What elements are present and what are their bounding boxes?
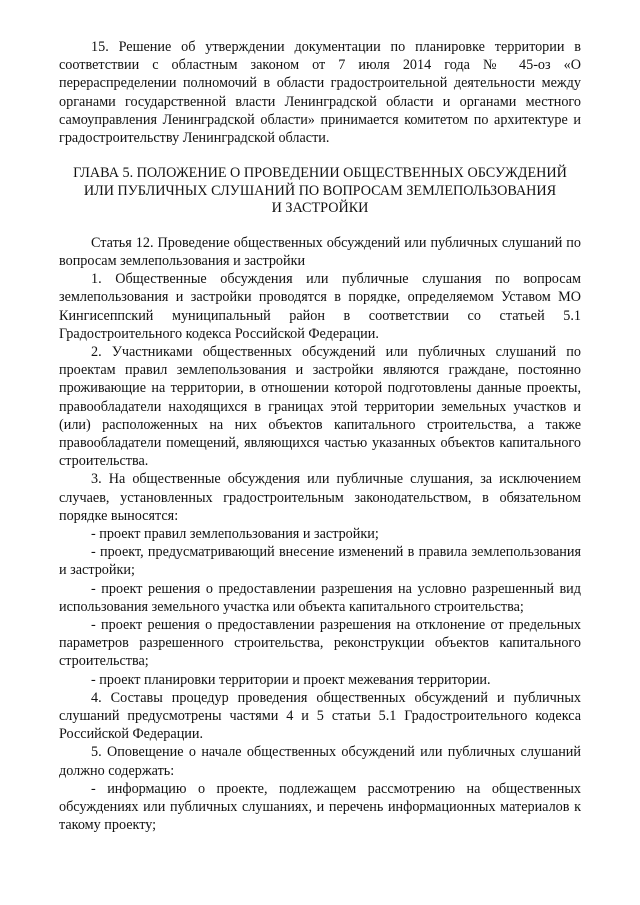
paragraph-15: 15. Решение об утверждении документации по планировке территории в соответствии с областным законом от 7 июля 2014 года № 45-оз «О перераспределении полномочий в области градостроительной деятельности между органами государственной власти Ленинградской области и органами местного самоуправления Ленинградской области» принимается комитетом по архитектуре и градостроительству Ленинградской области.: [59, 39, 581, 147]
paragraph-5: 5. Оповещение о начале общественных обсуждений или публичных слушаний должно содержать:: [59, 744, 581, 779]
paragraph-1: 1. Общественные обсуждения или публичные слушания по вопросам землепользования и застройки проводятся в порядке, определяемом Уставом МО Кингисеппский муниципальный район в соответствии со статьей 5.1 Градостроительного кодекса Российской Федерации.: [59, 271, 581, 342]
article-12-title: Статья 12. Проведение общественных обсуждений или публичных слушаний по вопросам землепользования и застройки: [59, 234, 581, 269]
chapter-heading-line-3: И ЗАСТРОЙКИ: [271, 200, 369, 217]
paragraph-2: 2. Участниками общественных обсуждений или публичных слушаний по проектам правил землепользования и застройки являются граждане, постоянно проживающие на территории, в отношении которой подготовлены данные проекты, правообладатели находящихся в границах этой территории земельных участков и (или) расположенных на них объектов капитального строительства, а также правообладатели помещений, являющихся частью указанных объектов капитального строительства.: [59, 343, 581, 470]
chapter-heading: [59, 165, 581, 218]
chapter-heading-line-1: ГЛАВА 5. ПОЛОЖЕНИЕ О ПРОВЕДЕНИИ ОБЩЕСТВЕННЫХ ОБСУЖДЕНИЙ: [73, 165, 567, 182]
chapter-heading-line-2: ИЛИ ПУБЛИЧНЫХ СЛУШАНИЙ ПО ВОПРОСАМ ЗЕМЛЕПОЛЬЗОВАНИЯ: [83, 182, 557, 199]
list-item: - проект планировки территории и проект межевания территории.: [91, 671, 491, 688]
list-item: - проект правил землепользования и застройки;: [91, 525, 379, 542]
list-item: - проект решения о предоставлении разрешения на отклонение от предельных параметров разрешенного строительства, реконструкции объектов капитального строительства;: [59, 616, 581, 670]
list-item: - информацию о проекте, подлежащем рассмотрению на общественных обсуждениях или публичных слушаниях, и перечень информационных материалов к такому проекту;: [59, 780, 581, 834]
document-page: [59, 38, 581, 834]
list-item: - проект, предусматривающий внесение изменений в правила землепользования и застройки;: [59, 544, 581, 579]
paragraph-4: 4. Составы процедур проведения общественных обсуждений и публичных слушаний предусмотрены частями 4 и 5 статьи 5.1 Градостроительного кодекса Российской Федерации.: [59, 689, 581, 743]
paragraph-3: 3. На общественные обсуждения или публичные слушания, за исключением случаев, установленных градостроительным законодательством, в обязательном порядке выносятся:: [59, 471, 581, 524]
list-item: - проект решения о предоставлении разрешения на условно разрешенный вид использования земельного участка или объекта капитального строительства;: [59, 580, 581, 615]
